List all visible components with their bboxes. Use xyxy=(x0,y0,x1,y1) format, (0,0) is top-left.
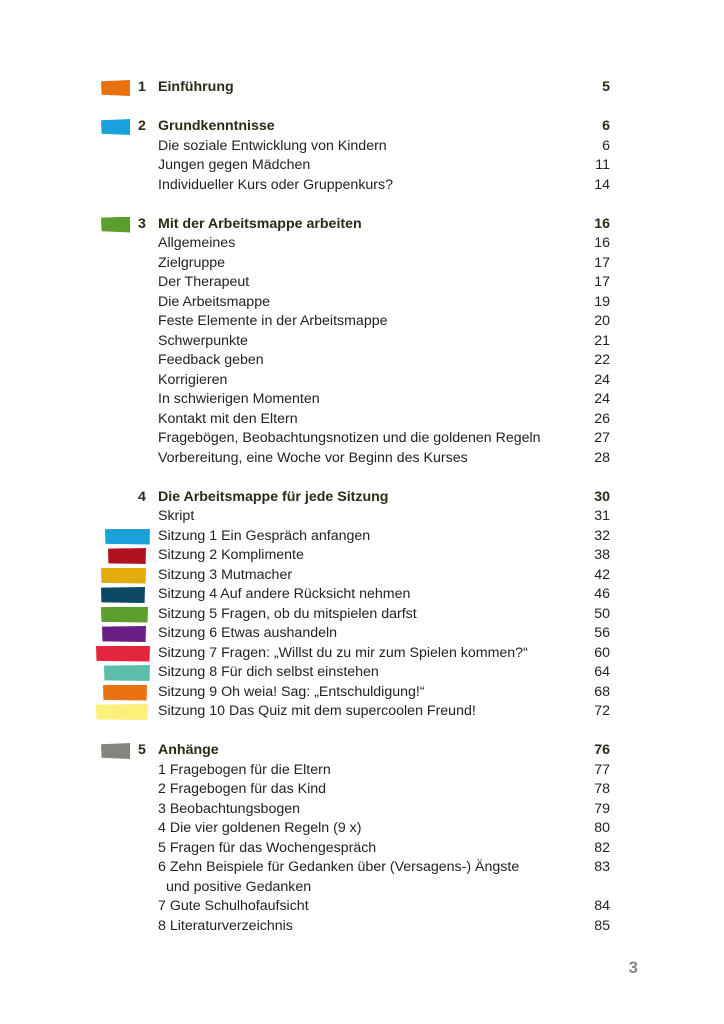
toc-entry[interactable] xyxy=(0,663,724,683)
entry-title: 7 Gute Schulhofaufsicht xyxy=(158,898,309,914)
entry-page: 24 xyxy=(594,391,610,407)
entry-page: 20 xyxy=(594,313,610,329)
section-title: Einführung xyxy=(158,79,234,95)
section-page: 30 xyxy=(594,488,610,505)
toc-section-heading[interactable] xyxy=(0,741,724,761)
toc-entry[interactable] xyxy=(0,332,724,352)
toc-entry[interactable] xyxy=(0,429,724,449)
entry-page: 60 xyxy=(594,644,610,661)
entry-page: 85 xyxy=(594,917,610,934)
toc-entry[interactable] xyxy=(0,624,724,644)
section-title: Mit der Arbeitsmappe arbeiten xyxy=(158,215,362,232)
entry-title: Kontakt mit den Eltern xyxy=(158,410,298,427)
entry-page: 78 xyxy=(594,781,610,797)
section-color-marker xyxy=(101,80,130,96)
section-title: Die Arbeitsmappe für jede Sitzung xyxy=(158,488,389,505)
entry-title: Vorbereitung, eine Woche vor Beginn des Kurses xyxy=(158,449,468,466)
toc-entry[interactable] xyxy=(0,137,724,157)
session-color-marker xyxy=(105,529,150,545)
entry-title: 6 Zehn Beispiele für Gedanken über (Versagens-) Ängste xyxy=(158,859,520,875)
toc-entry[interactable] xyxy=(0,156,724,176)
section-color-marker xyxy=(101,743,130,759)
entry-page: 17 xyxy=(594,254,610,271)
toc-entry[interactable] xyxy=(0,546,724,566)
entry-page: 38 xyxy=(594,547,610,563)
toc-section-heading[interactable] xyxy=(0,78,724,98)
entry-title: Sitzung 8 Für dich selbst einstehen xyxy=(158,664,379,680)
toc-entry[interactable] xyxy=(0,390,724,410)
entry-page: 80 xyxy=(594,820,610,836)
session-color-marker xyxy=(104,665,150,681)
section-gap xyxy=(0,195,724,215)
entry-page: 19 xyxy=(594,293,610,310)
entry-page: 68 xyxy=(594,683,610,700)
entry-title: Zielgruppe xyxy=(158,254,226,271)
toc-entry[interactable] xyxy=(0,897,724,917)
entry-page: 14 xyxy=(594,176,610,193)
section-number: 2 xyxy=(138,118,146,134)
entry-page: 64 xyxy=(594,664,610,680)
toc-entry-continuation xyxy=(0,878,724,898)
entry-title: 8 Literaturverzeichnis xyxy=(158,917,293,934)
toc-entry[interactable] xyxy=(0,605,724,625)
toc-entry[interactable] xyxy=(0,644,724,664)
entry-title: Fragebögen, Beobachtungsnotizen und die goldenen Regeln xyxy=(158,430,541,446)
entry-title: Sitzung 5 Fragen, ob du mitspielen darfst xyxy=(158,605,417,622)
entry-title: 3 Beobachtungsbogen xyxy=(158,800,300,817)
entry-page: 72 xyxy=(594,703,610,719)
entry-title: Sitzung 9 Oh weia! Sag: „Entschuldigung!“ xyxy=(158,683,425,700)
entry-title: 5 Fragen für das Wochengespräch xyxy=(158,839,377,856)
entry-title: Sitzung 1 Ein Gespräch anfangen xyxy=(158,527,371,544)
entry-title: 4 Die vier goldenen Regeln (9 x) xyxy=(158,820,362,836)
toc-entry[interactable] xyxy=(0,351,724,371)
entry-page: 84 xyxy=(594,898,610,914)
section-number: 3 xyxy=(138,215,146,232)
entry-page: 17 xyxy=(594,274,610,290)
entry-title: 2 Fragebogen für das Kind xyxy=(158,781,326,797)
section-number: 1 xyxy=(138,79,146,95)
toc-entry[interactable] xyxy=(0,839,724,859)
section-gap xyxy=(0,468,724,488)
toc-entry[interactable] xyxy=(0,410,724,430)
toc-entry[interactable] xyxy=(0,449,724,469)
toc-entry[interactable] xyxy=(0,371,724,391)
session-color-marker xyxy=(101,587,145,603)
entry-title: Skript xyxy=(158,508,195,524)
entry-title: Sitzung 4 Auf andere Rücksicht nehmen xyxy=(158,586,411,602)
section-color-marker xyxy=(101,217,130,233)
entry-page: 31 xyxy=(594,508,610,524)
session-color-marker xyxy=(102,626,146,642)
entry-title: In schwierigen Momenten xyxy=(158,391,320,407)
toc-entry[interactable] xyxy=(0,585,724,605)
toc-entry[interactable] xyxy=(0,702,724,722)
toc-entry[interactable] xyxy=(0,819,724,839)
entry-page: 26 xyxy=(594,410,610,427)
section-page: 76 xyxy=(594,742,610,758)
section-title: Grundkenntnisse xyxy=(158,118,275,134)
section-gap xyxy=(0,98,724,118)
session-color-marker xyxy=(108,548,146,564)
page-number: 3 xyxy=(628,958,638,977)
entry-page: 79 xyxy=(594,800,610,817)
entry-title: Sitzung 10 Das Quiz mit dem supercoolen Freund! xyxy=(158,703,476,719)
section-page: 6 xyxy=(602,118,610,134)
toc-entry[interactable] xyxy=(0,780,724,800)
entry-title-continuation: und positive Gedanken xyxy=(166,878,312,895)
toc-entry[interactable] xyxy=(0,761,724,781)
toc-entry[interactable] xyxy=(0,800,724,820)
entry-page: 11 xyxy=(595,157,610,173)
entry-page: 42 xyxy=(594,566,610,583)
toc-entry[interactable] xyxy=(0,917,724,937)
toc-entry[interactable] xyxy=(0,858,724,878)
entry-page: 83 xyxy=(594,859,610,875)
entry-page: 24 xyxy=(594,371,610,388)
entry-title: Die soziale Entwicklung von Kindern xyxy=(158,137,387,154)
toc-entry[interactable] xyxy=(0,566,724,586)
section-page: 5 xyxy=(602,79,610,95)
session-color-marker xyxy=(96,646,150,662)
entry-page: 56 xyxy=(594,625,610,641)
section-page: 16 xyxy=(594,215,610,232)
section-number: 5 xyxy=(138,742,146,758)
entry-title: Schwerpunkte xyxy=(158,332,248,349)
toc-entry[interactable] xyxy=(0,507,724,527)
session-color-marker xyxy=(101,607,148,623)
table-of-contents xyxy=(0,78,724,936)
toc-section-heading[interactable] xyxy=(0,488,724,508)
section-color-marker xyxy=(101,119,130,135)
toc-entry[interactable] xyxy=(0,527,724,547)
toc-entry[interactable] xyxy=(0,293,724,313)
entry-title: Die Arbeitsmappe xyxy=(158,293,270,310)
toc-entry[interactable] xyxy=(0,254,724,274)
entry-page: 27 xyxy=(594,430,610,446)
session-color-marker xyxy=(103,685,147,701)
entry-title: Der Therapeut xyxy=(158,274,250,290)
entry-title: Allgemeines xyxy=(158,235,236,251)
entry-title: Sitzung 7 Fragen: „Willst du zu mir zum Spielen kommen?“ xyxy=(158,644,528,661)
entry-page: 6 xyxy=(602,137,610,154)
entry-title: Individueller Kurs oder Gruppenkurs? xyxy=(158,176,394,193)
entry-page: 16 xyxy=(594,235,610,251)
section-number: 4 xyxy=(138,488,146,505)
section-title: Anhänge xyxy=(158,742,219,758)
entry-page: 77 xyxy=(594,761,610,778)
entry-title: Feste Elemente in der Arbeitsmappe xyxy=(158,313,388,329)
entry-title: Korrigieren xyxy=(158,371,228,388)
entry-page: 46 xyxy=(594,586,610,602)
entry-title: Feedback geben xyxy=(158,352,264,368)
section-gap xyxy=(0,722,724,742)
toc-entry[interactable] xyxy=(0,312,724,332)
entry-page: 28 xyxy=(594,449,610,466)
entry-page: 50 xyxy=(594,605,610,622)
entry-title: Jungen gegen Mädchen xyxy=(158,157,311,173)
session-color-marker xyxy=(96,704,148,720)
toc-section-heading[interactable] xyxy=(0,215,724,235)
session-color-marker xyxy=(101,568,146,584)
toc-entry[interactable] xyxy=(0,176,724,196)
entry-page: 82 xyxy=(594,839,610,856)
entry-title: 1 Fragebogen für die Eltern xyxy=(158,761,331,778)
entry-title: Sitzung 6 Etwas aushandeln xyxy=(158,625,338,641)
toc-entry[interactable] xyxy=(0,683,724,703)
entry-page: 32 xyxy=(594,527,610,544)
toc-entry[interactable] xyxy=(0,273,724,293)
entry-page: 21 xyxy=(594,332,610,349)
entry-page: 22 xyxy=(594,352,610,368)
toc-section-heading[interactable] xyxy=(0,117,724,137)
entry-title: Sitzung 2 Komplimente xyxy=(158,547,304,563)
toc-entry[interactable] xyxy=(0,234,724,254)
entry-title: Sitzung 3 Mutmacher xyxy=(158,566,293,583)
